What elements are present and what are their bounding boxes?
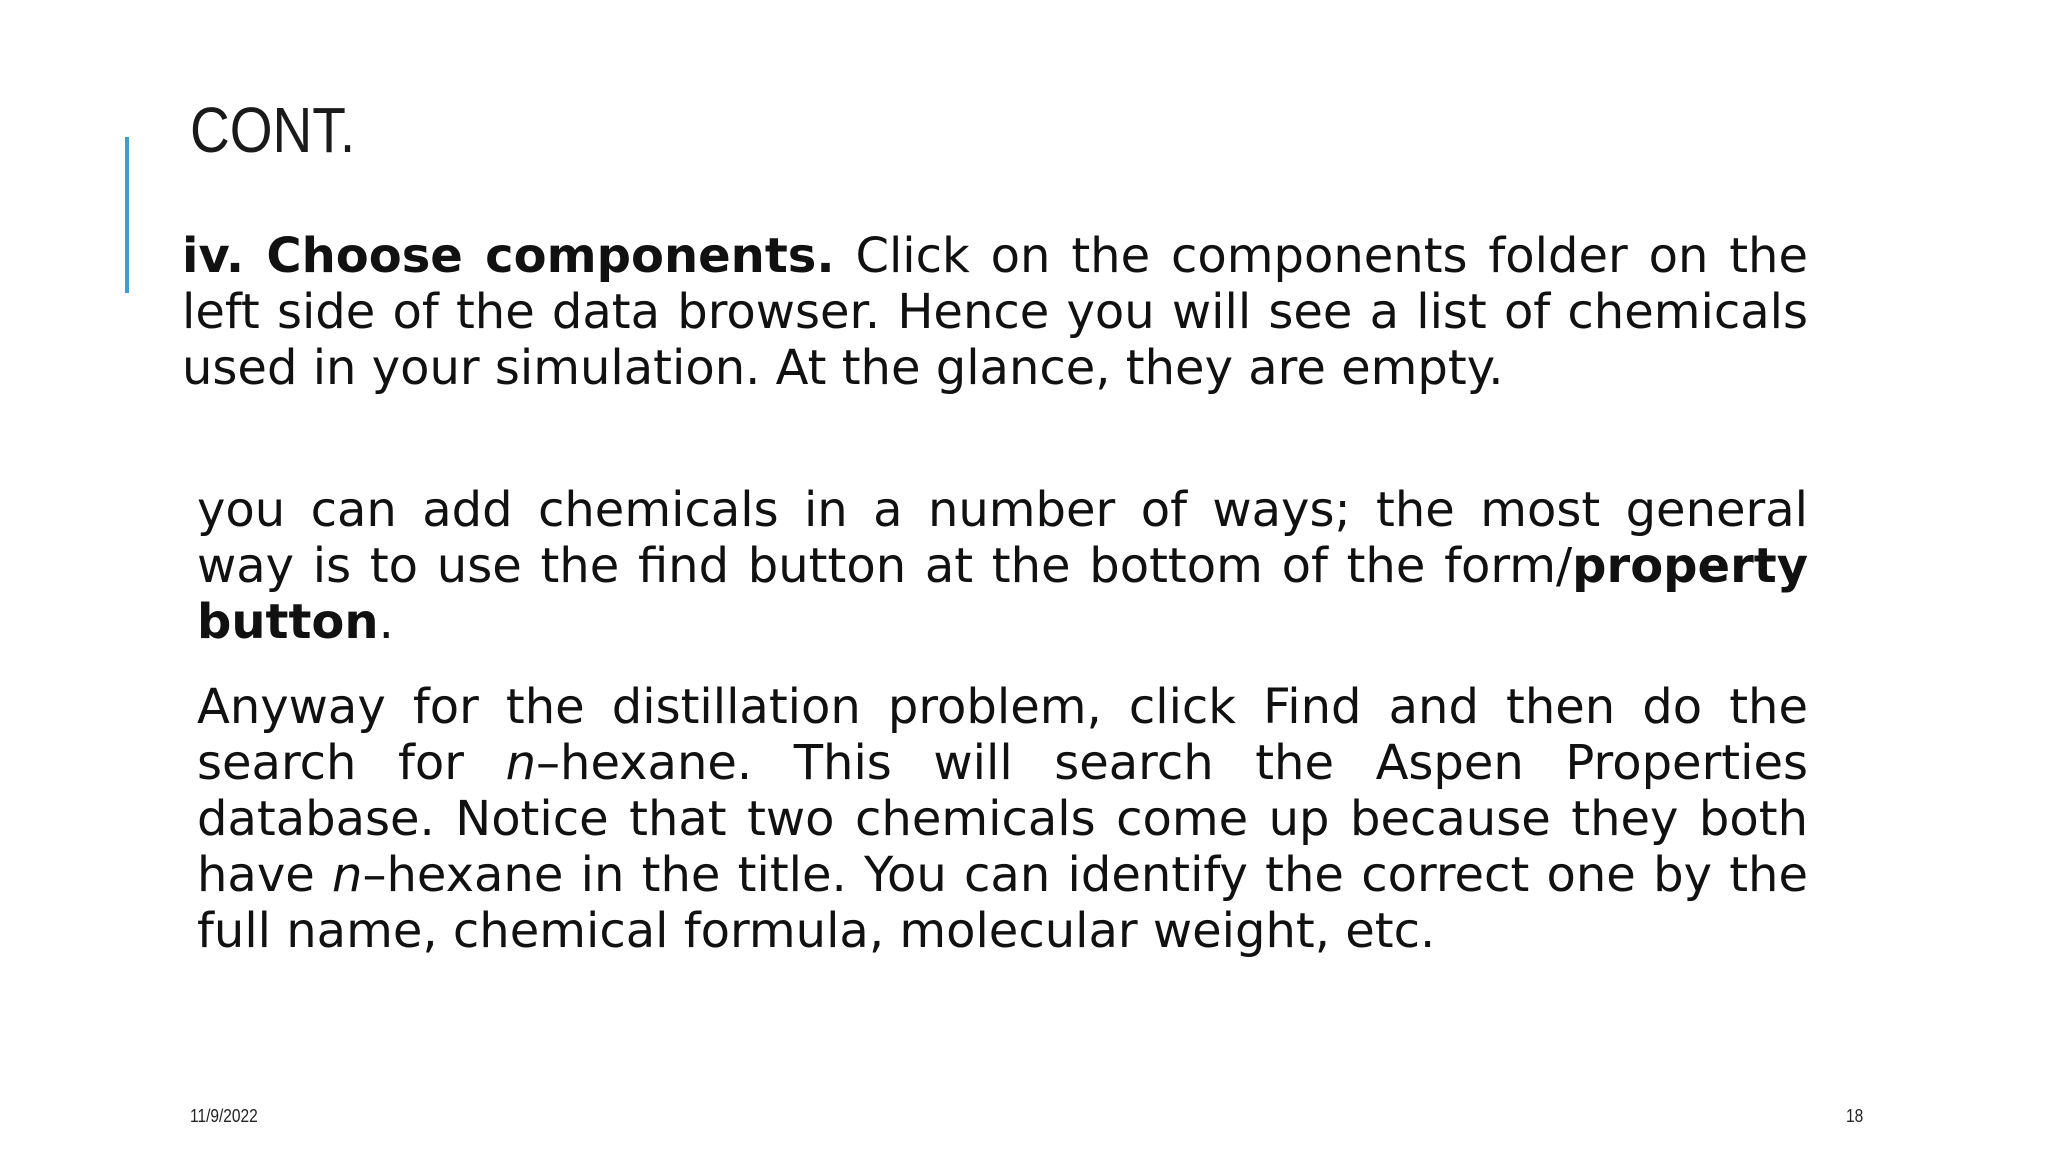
title-accent-bar — [125, 137, 129, 293]
paragraph-text: Click on the components folder on the left side of the data browser. Hence you will see a list of chemicals used in your simulation. At the glance, they are empty. — [182, 228, 1808, 396]
paragraph-text: –hexane. This will search the Aspen Properties database. Notice that two chemicals come up because they both have — [197, 735, 1808, 903]
slide-title: CONT. — [190, 94, 356, 166]
paragraph-text: –hexane in the title. You can identify the correct one by the full name, chemical formula, molecular weight, etc. — [197, 847, 1809, 959]
paragraph-add-chemicals — [197, 482, 1808, 650]
step-heading: iv. Choose components. — [182, 228, 835, 284]
paragraph-text-end: . — [378, 594, 394, 650]
italic-n: n — [505, 735, 537, 791]
footer-page-number: 18 — [1846, 1106, 1864, 1126]
paragraph-choose-components — [182, 228, 1808, 396]
paragraph-text: Anyway for the distillation problem, click Find and then do the search for — [197, 679, 1808, 791]
italic-n: n — [332, 847, 363, 903]
property-button-term: property button — [197, 538, 1808, 650]
paragraph-find-hexane — [197, 679, 1808, 959]
footer-date: 11/9/2022 — [190, 1106, 258, 1126]
paragraph-text: you can add chemicals in a number of ways; the most general way is to use the find button at the bottom of the form/ — [197, 482, 1808, 594]
